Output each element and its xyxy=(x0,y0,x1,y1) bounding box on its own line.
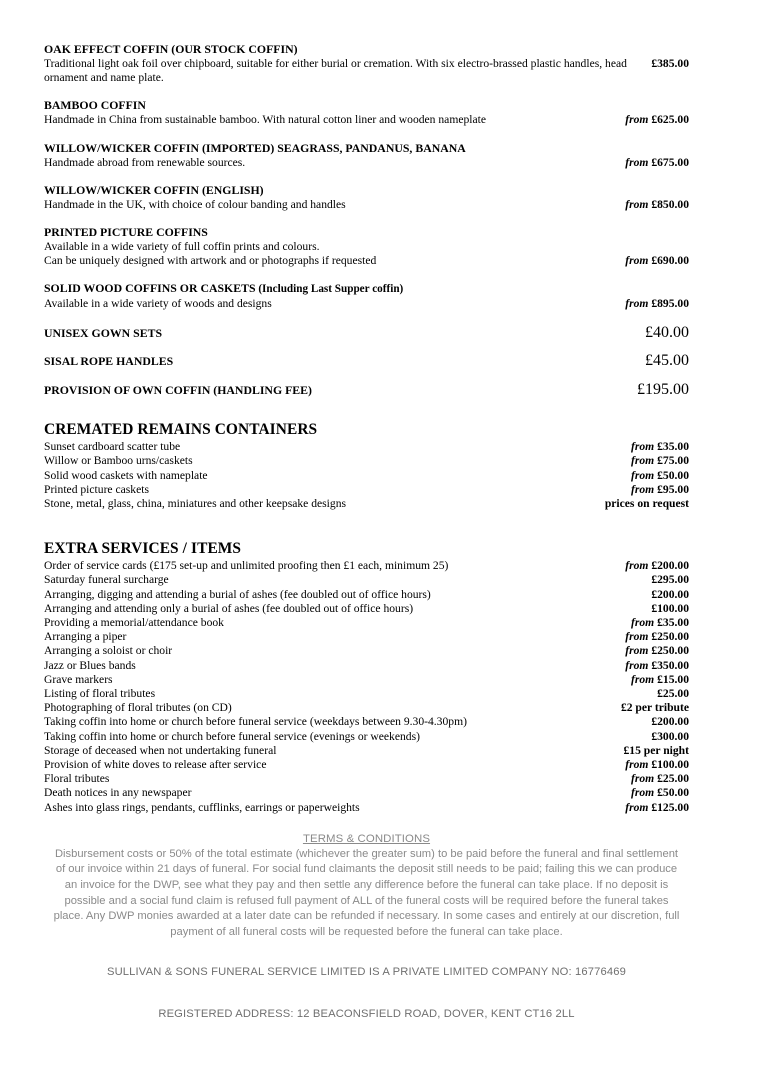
price-amount: £675.00 xyxy=(651,155,689,169)
extra-services-rows xyxy=(44,559,689,815)
price-amount: £300.00 xyxy=(651,729,689,743)
standalone-item-row xyxy=(44,325,689,341)
standalone-item-row xyxy=(44,382,689,398)
row-description: Ashes into glass rings, pendants, cufflinks, earrings or paperweights xyxy=(44,800,360,814)
cremated-remains-section xyxy=(44,420,689,511)
row-description: Arranging a piper xyxy=(44,630,127,644)
terms-title: TERMS & CONDITIONS xyxy=(302,832,431,845)
row-description: Grave markers xyxy=(44,672,113,686)
row-price xyxy=(651,602,689,616)
price-row xyxy=(44,786,689,800)
row-description: Available in a wide variety of woods and designs xyxy=(44,297,272,311)
price-amount: £45.00 xyxy=(645,352,689,370)
row-description: Arranging, digging and attending a burial of ashes (fee doubled out of office hours) xyxy=(44,587,431,601)
row-description: Solid wood caskets with nameplate xyxy=(44,468,208,482)
row-price xyxy=(651,730,689,744)
row-price xyxy=(631,440,689,454)
row-price xyxy=(631,469,689,483)
coffin-item-heading-text: SOLID WOOD COFFINS OR CASKETS xyxy=(44,281,256,296)
standalone-items-section xyxy=(44,325,689,398)
coffin-item-heading-text: WILLOW/WICKER COFFIN (ENGLISH) xyxy=(44,182,264,197)
spacer-before-extra-services xyxy=(44,515,689,539)
price-from-label: from xyxy=(625,559,649,573)
row-description: Arranging a soloist or choir xyxy=(44,644,173,658)
row-price xyxy=(651,57,689,71)
price-from-label: from xyxy=(625,800,649,814)
price-row xyxy=(44,297,689,311)
coffin-item-block xyxy=(44,141,689,170)
cremated-remains-heading: CREMATED REMAINS CONTAINERS xyxy=(44,421,318,439)
price-row xyxy=(44,801,689,815)
price-row xyxy=(44,659,689,673)
row-price xyxy=(631,673,689,687)
price-amount: £40.00 xyxy=(645,323,689,341)
coffin-item-heading xyxy=(44,281,689,297)
price-from-label: from xyxy=(631,786,655,800)
row-price xyxy=(651,573,689,587)
coffin-item-heading xyxy=(44,141,689,156)
row-description: Saturday funeral surcharge xyxy=(44,573,169,587)
price-from-label: from xyxy=(625,658,649,672)
row-description: Order of service cards (£175 set-up and unlimited proofing then £1 each, minimum 25) xyxy=(44,559,449,573)
price-amount: £95.00 xyxy=(657,482,689,496)
price-row xyxy=(44,156,689,170)
price-amount: £15 per night xyxy=(623,743,689,757)
coffin-item-heading xyxy=(44,42,689,57)
price-amount: £195.00 xyxy=(637,380,689,398)
row-price xyxy=(625,644,689,658)
price-amount: £25.00 xyxy=(657,686,689,700)
price-from-label: from xyxy=(631,468,655,482)
price-row xyxy=(44,559,689,573)
price-row xyxy=(44,440,689,454)
row-price xyxy=(605,497,689,511)
coffin-item-heading-text: WILLOW/WICKER COFFIN (IMPORTED) SEAGRASS, PANDANUS, BANANA xyxy=(44,140,466,155)
coffin-item-heading-text: OAK EFFECT COFFIN (OUR STOCK COFFIN) xyxy=(44,42,298,56)
standalone-item-heading: PROVISION OF OWN COFFIN (HANDLING FEE) xyxy=(44,382,312,397)
price-row xyxy=(44,730,689,744)
row-description: Photographing of floral tributes (on CD) xyxy=(44,701,232,715)
price-from-label: from xyxy=(625,630,649,644)
price-amount: £295.00 xyxy=(651,573,689,587)
standalone-item-row xyxy=(44,353,689,369)
row-description: Willow or Bamboo urns/caskets xyxy=(44,454,193,468)
row-description: Jazz or Blues bands xyxy=(44,658,136,672)
price-row xyxy=(44,469,689,483)
price-amount: £25.00 xyxy=(657,772,689,786)
price-amount: £50.00 xyxy=(657,468,689,482)
price-row xyxy=(44,673,689,687)
row-description: Storage of deceased when not undertaking funeral xyxy=(44,743,277,757)
price-amount: £15.00 xyxy=(657,672,689,686)
standalone-item-heading: SISAL ROPE HANDLES xyxy=(44,354,174,369)
price-row xyxy=(44,616,689,630)
price-from-label: from xyxy=(625,113,649,127)
extra-services-section xyxy=(44,539,689,815)
price-row xyxy=(44,254,689,268)
coffin-item-block xyxy=(44,281,689,311)
coffins-section xyxy=(44,42,689,312)
document-content xyxy=(44,42,689,1020)
row-price xyxy=(651,715,689,729)
price-row xyxy=(44,454,689,468)
row-price xyxy=(631,772,689,786)
price-amount: prices on request xyxy=(604,496,689,510)
price-from-label: from xyxy=(631,482,655,496)
row-price xyxy=(621,701,689,715)
price-from-label: from xyxy=(631,672,655,686)
price-from-label: from xyxy=(625,644,649,658)
row-price xyxy=(625,758,689,772)
price-from-label: from xyxy=(631,772,655,786)
row-price xyxy=(651,588,689,602)
row-price xyxy=(631,483,689,497)
row-description: Arranging and attending only a burial of ashes (fee doubled out of office hours) xyxy=(44,601,414,615)
price-amount: £75.00 xyxy=(657,454,689,468)
price-from-label: from xyxy=(625,155,649,169)
coffin-item-heading xyxy=(44,98,689,113)
coffin-item-heading-text: PRINTED PICTURE COFFINS xyxy=(44,225,208,240)
terms-body: Disbursement costs or 50% of the total estimate (whichever the greater sum) to be paid before the funeral and final settlement of our invoice within 21 days of funeral. For social fund claimants the deposit still needs to be paid; failing this we can produce an invoice for the DWP, see what they pay and then settle any difference before the funeral can take place. If no deposit is possible and a social fund claim is refused full payment of ALL of the funeral costs will be required before the funeral takes place. Any DWP monies awarded at a later date can be refunded if necessary. In some cases and entirely at our discretion, full payment of all funeral costs will be requested before the funeral can take place. xyxy=(53,847,680,938)
price-amount: £50.00 xyxy=(657,786,689,800)
coffin-item-block xyxy=(44,98,689,127)
footer-company-line: SULLIVAN & SONS FUNERAL SERVICE LIMITED IS A PRIVATE LIMITED COMPANY NO: 16776469 xyxy=(106,966,627,979)
row-price xyxy=(625,297,689,311)
footer-address-line: REGISTERED ADDRESS: 12 BEACONSFIELD ROAD, DOVER, KENT CT16 2LL xyxy=(158,1008,575,1021)
coffin-item-heading xyxy=(44,183,689,198)
price-amount: £125.00 xyxy=(651,800,689,814)
price-amount: £625.00 xyxy=(651,113,689,127)
row-description: Taking coffin into home or church before funeral service (weekdays between 9.30-4.30pm) xyxy=(44,715,467,729)
coffin-item-heading-sub: (Including Last Supper coffin) xyxy=(255,283,404,296)
price-amount: £200.00 xyxy=(651,559,689,573)
price-row xyxy=(44,744,689,758)
price-row xyxy=(44,198,689,212)
row-price xyxy=(625,198,689,212)
row-price xyxy=(625,559,689,573)
row-price xyxy=(645,353,689,368)
row-price xyxy=(657,687,689,701)
standalone-item-block xyxy=(44,382,689,398)
row-price xyxy=(625,254,689,268)
row-description: Providing a memorial/attendance book xyxy=(44,615,224,629)
price-row xyxy=(44,630,689,644)
row-description: Floral tributes xyxy=(44,772,110,786)
price-row xyxy=(44,715,689,729)
price-row xyxy=(44,701,689,715)
row-description: Sunset cardboard scatter tube xyxy=(44,440,181,454)
row-price xyxy=(624,744,690,758)
price-from-label: from xyxy=(625,297,649,311)
price-amount: £200.00 xyxy=(651,587,689,601)
row-price xyxy=(625,156,689,170)
price-row xyxy=(44,758,689,772)
coffin-item-heading-text: BAMBOO COFFIN xyxy=(44,98,146,113)
row-price xyxy=(637,382,689,397)
coffin-item-block xyxy=(44,42,689,85)
row-description: Can be uniquely designed with artwork and or photographs if requested xyxy=(44,254,377,268)
price-from-label: from xyxy=(625,197,649,211)
price-amount: £35.00 xyxy=(657,440,689,454)
price-amount: £895.00 xyxy=(651,297,689,311)
price-amount: £350.00 xyxy=(651,658,689,672)
cremated-remains-rows xyxy=(44,440,689,511)
coffin-item-block xyxy=(44,183,689,212)
coffin-item-block xyxy=(44,225,689,268)
price-row xyxy=(44,573,689,587)
row-description: Handmade abroad from renewable sources. xyxy=(44,155,246,169)
price-row xyxy=(44,483,689,497)
price-row xyxy=(44,113,689,127)
price-from-label: from xyxy=(631,440,655,454)
row-description: Listing of floral tributes xyxy=(44,686,156,700)
price-row xyxy=(44,497,689,511)
price-amount: £690.00 xyxy=(651,254,689,268)
price-amount: £2 per tribute xyxy=(620,701,689,715)
row-price xyxy=(625,659,689,673)
price-row xyxy=(44,772,689,786)
price-row xyxy=(44,57,689,85)
price-amount: £100.00 xyxy=(651,757,689,771)
price-row xyxy=(44,602,689,616)
price-amount: £385.00 xyxy=(651,57,689,70)
spacer-before-cremated xyxy=(44,410,689,420)
row-price xyxy=(625,113,689,127)
row-description: Printed picture caskets xyxy=(44,482,149,496)
price-amount: £850.00 xyxy=(651,197,689,211)
price-from-label: from xyxy=(625,757,649,771)
price-amount: £250.00 xyxy=(651,644,689,658)
price-row xyxy=(44,644,689,658)
row-price xyxy=(645,325,689,340)
standalone-item-block xyxy=(44,353,689,369)
row-price xyxy=(625,630,689,644)
row-description: Handmade in China from sustainable bamboo. With natural cotton liner and wooden nameplate xyxy=(44,113,487,127)
row-description: Handmade in the UK, with choice of colour banding and handles xyxy=(44,197,346,211)
row-description: Taking coffin into home or church before funeral service (evenings or weekends) xyxy=(44,729,420,743)
standalone-item-heading: UNISEX GOWN SETS xyxy=(44,325,163,340)
row-price xyxy=(631,454,689,468)
row-description: Death notices in any newspaper xyxy=(44,786,192,800)
row-price xyxy=(625,801,689,815)
row-description: Stone, metal, glass, china, miniatures and other keepsake designs xyxy=(44,496,347,510)
price-amount: £250.00 xyxy=(651,630,689,644)
price-from-label: from xyxy=(631,615,655,629)
coffin-item-heading xyxy=(44,225,689,240)
price-row xyxy=(44,687,689,701)
row-price xyxy=(631,786,689,800)
row-description: Available in a wide variety of full coffin prints and colours. xyxy=(44,240,320,254)
row-price xyxy=(631,616,689,630)
row-description: Provision of white doves to release after service xyxy=(44,757,267,771)
price-amount: £35.00 xyxy=(657,615,689,629)
row-description: Traditional light oak foil over chipboard, suitable for either burial or cremation. With six electro-brassed plastic handles, head ornament and name plate. xyxy=(44,57,627,85)
standalone-item-block xyxy=(44,325,689,341)
price-amount: £200.00 xyxy=(651,715,689,729)
price-from-label: from xyxy=(625,254,649,268)
price-amount: £100.00 xyxy=(651,601,689,615)
price-row xyxy=(44,588,689,602)
extra-services-heading: EXTRA SERVICES / ITEMS xyxy=(44,540,242,558)
terms-and-conditions xyxy=(44,833,689,941)
price-from-label: from xyxy=(631,454,655,468)
price-row xyxy=(44,240,689,254)
